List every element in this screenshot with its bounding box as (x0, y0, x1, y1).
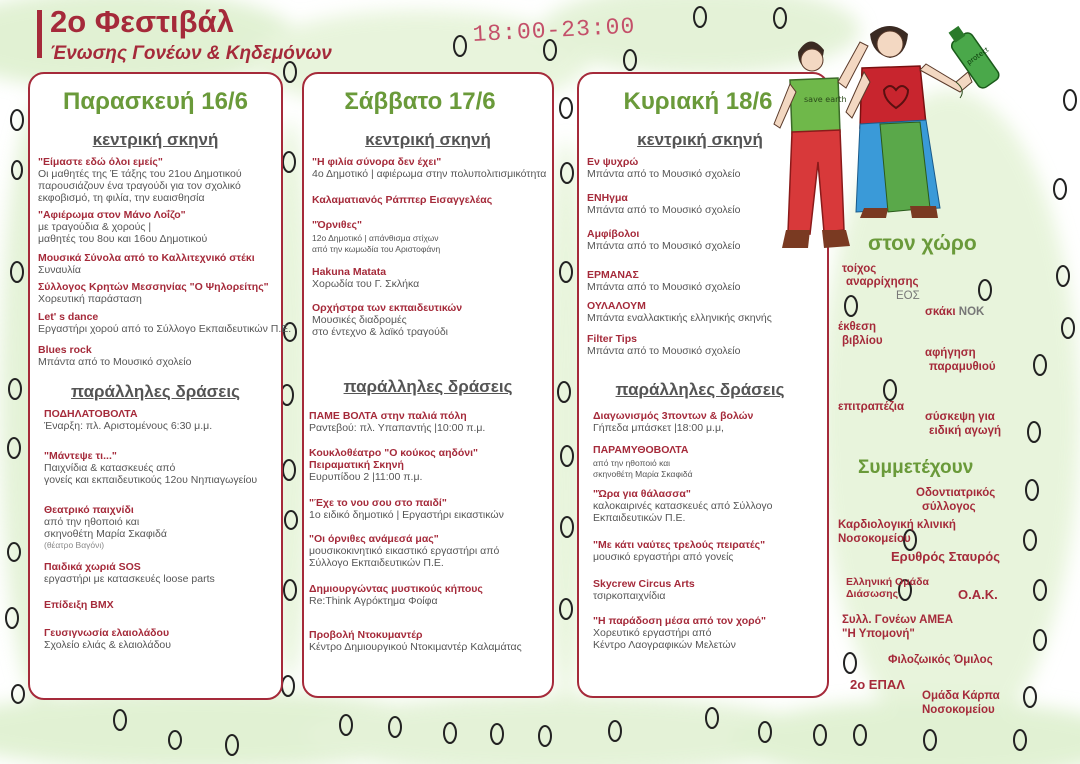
item-title: "Η παράδοση μέσα από τον χορό" (593, 615, 766, 627)
main-stage-heading: κεντρική σκηνή (637, 130, 763, 149)
title-accent-bar (37, 10, 42, 58)
program-item (587, 269, 821, 293)
item-title: Blues rock (38, 344, 92, 356)
space-item-book (838, 320, 883, 348)
item-desc: Χορευτική παράσταση (38, 293, 142, 305)
participant-dental (916, 486, 995, 514)
item-title: Hakuna Matata (312, 266, 387, 278)
parallel-heading: παράλληλες δράσεις (71, 382, 240, 401)
item-title: Θεατρικό παιχνίδι (44, 504, 134, 516)
item-desc: Μπάντα από το Μουσικό σχολείο (38, 356, 192, 368)
space-item-text: σύσκεψη για (925, 411, 995, 423)
item-desc: καλοκαιρινές κατασκευές από Σύλλογο (593, 500, 773, 512)
item-desc: σκηνοθέτη Μαρία Σκαφιδά (593, 468, 693, 479)
item-desc: εργαστήρι με κατασκευές loose parts (44, 573, 215, 585)
item-desc: Ραντεβού: πλ. Υπαπαντής |10:00 π.μ. (309, 422, 486, 434)
participant-amea (842, 613, 953, 641)
item-desc: 1ο ειδικό δημοτικό | Εργαστήρι εικαστικών (309, 509, 504, 521)
festival-hours: 18:00-23:00 (472, 13, 636, 48)
space-item-climbing (842, 262, 876, 276)
festival-title: 2ο Φεστιβάλ (50, 4, 234, 39)
participant-red-cross (891, 550, 1000, 564)
program-item (38, 156, 275, 204)
main-stage-heading: κεντρική σκηνή (92, 130, 219, 149)
participants-heading: Συμμετέχουν (858, 457, 974, 478)
space-item-text: ειδική αγωγή (929, 425, 1002, 437)
program-item (593, 488, 821, 524)
space-item-text: έκθεση (838, 321, 877, 333)
program-item (593, 444, 821, 479)
space-item-meeting (925, 410, 1001, 438)
item-title: Ορχήστρα των εκπαιδευτικών (312, 302, 463, 314)
item-desc: Μπάντα από το Μουσικό σχολείο (587, 281, 741, 293)
participant-rescue (846, 576, 929, 600)
item-desc: Ευρυπίδου 2 |11:00 π.μ. (309, 471, 423, 483)
participant-text: Ερυθρός Σταυρός (891, 549, 1000, 564)
program-item (309, 447, 546, 483)
space-item-org: ΕΟΣ (896, 290, 920, 302)
kids-drawing-illustration (760, 12, 1010, 262)
item-title: "Μάντεψε τι..." (44, 450, 117, 462)
program-item (312, 194, 546, 206)
item-desc: Re:Think Αγρόκτημα Φοίφα (309, 595, 438, 607)
participant-text: Ο.Α.Κ. (958, 587, 998, 602)
program-item (38, 209, 275, 245)
item-title: ΕΡΜΑΝΑΣ (587, 269, 639, 281)
participant-cardio (838, 518, 956, 546)
item-desc: Σύλλογο Εκπαιδευτικών Π.Ε. (309, 557, 444, 569)
participant-text: "Η Υπομονή" (842, 628, 915, 640)
space-item-boardgames (838, 400, 904, 414)
item-title: ΠΟΔΗΛΑΤΟΒΟΛΤΑ (44, 408, 138, 420)
parallel-heading: παράλληλες δράσεις (343, 377, 513, 396)
space-item-storytelling (925, 346, 996, 374)
participant-text: Νοσοκομείου (838, 533, 911, 545)
program-item (312, 219, 546, 254)
program-item (309, 533, 546, 569)
item-title: Σύλλογος Κρητών Μεσσηνίας "Ο Ψηλορείτης" (38, 281, 269, 293)
program-item (309, 629, 546, 653)
item-desc: από την ηθοποιό και (44, 516, 140, 528)
participant-text: Οδοντιατρικός (916, 487, 996, 499)
item-title: Επίδειξη BMX (44, 599, 114, 611)
item-title: Μουσικά Σύνολα από το Καλλιτεχνικό στέκι (38, 252, 255, 264)
item-title: Διαγωνισμός 3ποντων & βολών (593, 410, 754, 422)
participant-text: σύλλογος (922, 501, 976, 513)
item-title: "Η φιλία σύνορα δεν έχει" (312, 156, 442, 168)
item-desc: Μπάντα εναλλακτικής ελληνικής σκηνής (587, 312, 772, 324)
item-title: "Αφιέρωμα στον Μάνο Λοΐζο" (38, 209, 186, 221)
item-title: Κουκλοθέατρο "Ο κούκος αηδόνι" (309, 447, 479, 459)
item-title: "Όρνιθες" (312, 219, 362, 231)
participant-text: 2ο ΕΠΑΛ (850, 677, 905, 692)
shirt-text: save earth (804, 95, 847, 104)
space-item-text: σκάκι (925, 306, 956, 318)
item-desc: στο έντεχνο & λαϊκό τραγούδι (312, 326, 449, 338)
program-item (44, 408, 275, 432)
item-desc: Κέντρο Λαογραφικών Μελετών (593, 639, 736, 651)
item-desc: εκφοβισμό, τη φιλία, την ευαισθησία (38, 192, 205, 204)
day-title: Παρασκευή 16/6 (63, 88, 248, 115)
item-desc: μουσικοκινητικό εικαστικό εργαστήρι από (309, 545, 500, 557)
participant-zoo (888, 653, 993, 667)
item-title: Filter Tips (587, 333, 637, 345)
item-desc: Κέντρο Δημιουργικού Ντοκιμαντέρ Καλαμάτας (309, 641, 522, 653)
item-title: Παιδικά χωριά SOS (44, 561, 141, 573)
program-item (309, 410, 546, 434)
item-desc: 12ο Δημοτικό | απάνθισμα στίχων (312, 233, 439, 243)
participant-text: Συλλ. Γονέων ΑΜΕΑ (842, 614, 954, 626)
space-item-chess (925, 305, 984, 319)
item-title: Προβολή Ντοκυμαντέρ (309, 629, 423, 641)
item-desc: Γήπεδα μπάσκετ |18:00 μ.μ, (593, 422, 724, 434)
program-item (44, 599, 275, 611)
item-desc: Μπάντα από το Μουσικό σχολείο (587, 168, 741, 180)
program-item (38, 311, 292, 335)
item-desc: Έναρξη: πλ. Αριστομένους 6:30 μ.μ. (44, 420, 213, 432)
program-item (44, 450, 275, 486)
program-item (587, 333, 821, 357)
program-item (38, 281, 275, 305)
item-desc: Μπάντα από το Μουσικό σχολείο (587, 240, 741, 252)
item-title: "Οι όρνιθες ανάμεσά μας" (309, 533, 439, 545)
space-item-text: βιβλίου (842, 335, 883, 347)
item-title: Skycrew Circus Arts (593, 578, 695, 590)
bottle-text: protect (965, 45, 991, 67)
day-title: Κυριακή 18/6 (623, 88, 773, 115)
item-title: Καλαματιανός Ράππερ Εισαγγελέας (312, 194, 493, 206)
item-desc: Οι μαθητές της Έ τάξης του 21ου Δημοτικού (38, 168, 242, 180)
item-desc: μουσικό εργαστήρι από γονείς (593, 551, 734, 563)
item-desc: γονείς και εκπαιδευτικούς 12ου Νηπιαγωγείου (44, 474, 258, 486)
participant-karpa (922, 689, 1000, 717)
item-title: ΕΝΗγμα (587, 192, 628, 204)
space-item-text: παραμυθιού (929, 361, 996, 373)
item-title: Δημιουργώντας μυστικούς κήπους (309, 583, 483, 595)
space-item-text: αναρρίχησης (846, 276, 919, 288)
program-item (44, 504, 275, 551)
item-desc: μαθητές του 8ου και 16ου Δημοτικού (38, 233, 208, 245)
item-desc: Παιχνίδια & κατασκευές από (44, 462, 176, 474)
item-desc: από την ηθοποιό και (593, 458, 671, 468)
space-item-climbing-org (896, 289, 920, 303)
item-desc: Χορωδία του Γ. Σκλήκα (312, 278, 420, 290)
item-desc: τσιρκοπαιχνίδια (593, 590, 666, 602)
program-item (38, 252, 275, 276)
item-title: "Ώρα για θάλασσα" (593, 488, 691, 500)
item-desc: Μπάντα από το Μουσικό σχολείο (587, 345, 741, 357)
participant-oak (958, 588, 998, 602)
program-item (312, 266, 546, 290)
space-heading: στον χώρο (868, 232, 977, 255)
item-title: ΟΥΛΑΛΟΥΜ (587, 300, 646, 312)
program-item (593, 539, 821, 563)
participant-text: Νοσοκομείου (922, 704, 995, 716)
program-item (44, 561, 275, 585)
program-item (309, 497, 546, 521)
item-desc: παρουσιάζουν ένα τραγούδι για τον σχολικό (38, 180, 241, 192)
participant-text: Ελληνική Ομάδα (846, 576, 929, 588)
item-desc: Χορευτικό εργαστήρι από (593, 627, 712, 639)
item-title: Αμφίβολοι (587, 228, 640, 240)
program-item (312, 302, 546, 338)
item-desc: από την κωμωδία του Αριστοφάνη (312, 243, 441, 254)
participant-text: Φιλοζωικός Όμιλος (888, 654, 993, 666)
program-item (593, 578, 821, 602)
item-desc: Εργαστήρι χορού από το Σύλλογο Εκπαιδευτικών Π.Ε. (38, 323, 292, 335)
item-note: (θέατρο Βαγόνι) (44, 540, 105, 550)
item-title: "Με κάτι ναύτες τρελούς πειρατές" (593, 539, 766, 551)
item-title-line2: Πειραματική Σκηνή (309, 459, 404, 471)
item-desc: Μουσικές διαδρομές (312, 314, 407, 326)
item-title: Γευσιγνωσία ελαιολάδου (44, 627, 170, 639)
item-desc: Εκπαιδευτικών Π.Ε. (593, 512, 686, 524)
item-title: Let' s dance (38, 311, 99, 323)
program-item (587, 300, 821, 324)
participant-text: Καρδιολογική κλινική (838, 519, 956, 531)
parallel-heading: παράλληλες δράσεις (615, 380, 785, 399)
main-stage-heading: κεντρική σκηνή (365, 130, 491, 149)
day-panel-friday (28, 72, 292, 700)
item-title: "Είμαστε εδώ όλοι εμείς" (38, 156, 163, 168)
item-title: ΠΑΡΑΜΥΘΟΒΟΛΤΑ (593, 444, 689, 456)
item-title: Εν ψυχρώ (587, 156, 639, 168)
day-panel-saturday (302, 72, 554, 698)
program-item (593, 615, 821, 651)
space-item-text: αφήγηση (925, 347, 976, 359)
space-item-text: τοίχος (842, 263, 877, 275)
space-item-org: ΝΟΚ (958, 306, 985, 318)
program-item (38, 344, 275, 368)
participant-epal (850, 678, 905, 692)
program-item (593, 410, 821, 434)
day-title: Σάββατο 17/6 (344, 88, 496, 115)
participant-text: Ομάδα Κάρπα (922, 690, 1000, 702)
festival-subtitle: Ένωσης Γονέων & Κηδεμόνων (50, 43, 332, 64)
space-item-climbing-line2 (846, 275, 918, 289)
participant-text: Διάσωσης (846, 588, 899, 600)
item-title: "Έχε το νου σου στο παιδί" (309, 497, 447, 509)
item-desc: με τραγούδια & χορούς | (38, 221, 152, 233)
program-item (44, 627, 275, 651)
item-desc: 4ο Δημοτικό | αφιέρωμα στην πολυπολιτισμικότητα (312, 168, 547, 180)
program-item (309, 583, 546, 607)
program-item (312, 156, 546, 180)
space-item-text: επιτραπέζια (838, 401, 905, 413)
item-title: ΠΑΜΕ ΒΟΛΤΑ στην παλιά πόλη (309, 410, 467, 422)
item-desc: Σχολείο ελιάς & ελαιολάδου (44, 639, 172, 651)
item-desc: Μπάντα από το Μουσικό σχολείο (587, 204, 741, 216)
item-desc: Συναυλία (38, 264, 81, 276)
item-desc: σκηνοθέτη Μαρία Σκαφιδά (44, 528, 167, 540)
